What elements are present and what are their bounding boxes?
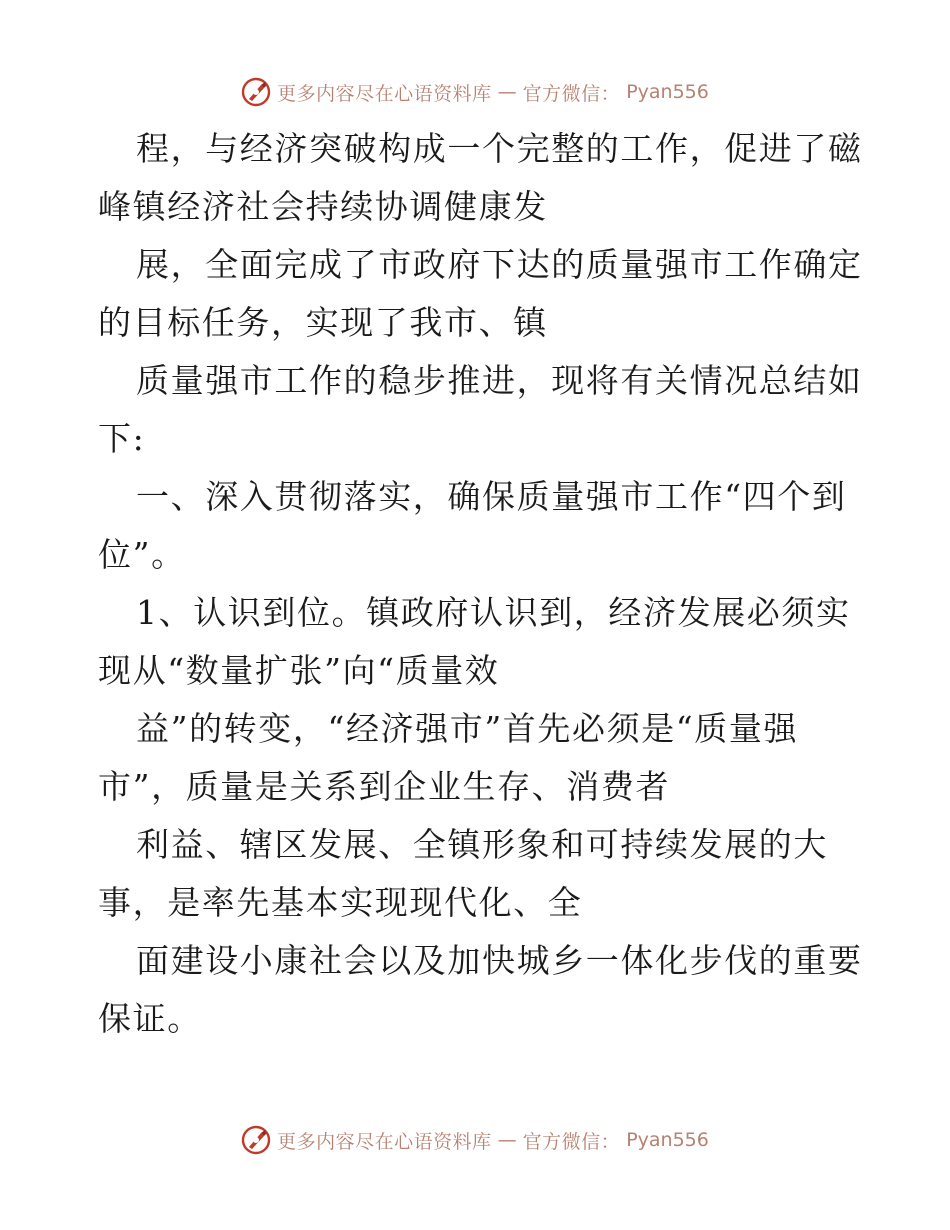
body-text-line: 一、深入贯彻落实，确保质量强市工作“四个到 [136, 477, 847, 516]
header-watermark-banner [0, 72, 950, 112]
wechat-label: 官方微信： [522, 1130, 621, 1153]
site-name-text: 更多内容尽在心语资料库 [277, 82, 492, 105]
site-name-text: 更多内容尽在心语资料库 [277, 1130, 492, 1153]
document-body [98, 120, 863, 1048]
body-text-line: 1、认识到位。镇政府认识到，经济发展必须实 [136, 593, 851, 632]
body-text-line: 保证。 [98, 999, 202, 1038]
quill-pen-circle-icon [241, 1125, 271, 1155]
body-text-line: 事，是率先基本实现现代化、全 [98, 883, 583, 922]
wechat-id: Pyan556 [626, 1129, 709, 1151]
body-text-line: 质量强市工作的稳步推进，现将有关情况总结如 [136, 361, 863, 400]
body-text-line: 市”，质量是关系到企业生存、消费者 [98, 767, 671, 806]
body-text-line: 面建设小康社会以及加快城乡一体化步伐的重要 [136, 941, 863, 980]
footer-watermark-banner [0, 1120, 950, 1160]
banner-separator: — [497, 81, 517, 103]
body-text-line: 益”的转变，“经济强市”首先必须是“质量强 [136, 709, 799, 748]
body-text-line: 下: [98, 419, 146, 458]
header-banner-content [241, 77, 709, 107]
quill-pen-circle-icon [241, 77, 271, 107]
footer-banner-content [241, 1125, 709, 1155]
wechat-id: Pyan556 [626, 81, 709, 103]
body-text-line: 程，与经济突破构成一个完整的工作，促进了磁 [136, 129, 863, 168]
body-text-line: 峰镇经济社会持续协调健康发 [98, 187, 548, 226]
body-text-line: 的目标任务，实现了我市、镇 [98, 303, 548, 342]
body-text-line: 利益、辖区发展、全镇形象和可持续发展的大 [136, 825, 828, 864]
banner-separator: — [497, 1129, 517, 1151]
body-text-line: 展，全面完成了市政府下达的质量强市工作确定 [136, 245, 863, 284]
wechat-label: 官方微信： [522, 82, 621, 105]
body-text-line: 位”。 [98, 535, 186, 574]
body-text-line: 现从“数量扩张”向“质量效 [98, 651, 500, 690]
